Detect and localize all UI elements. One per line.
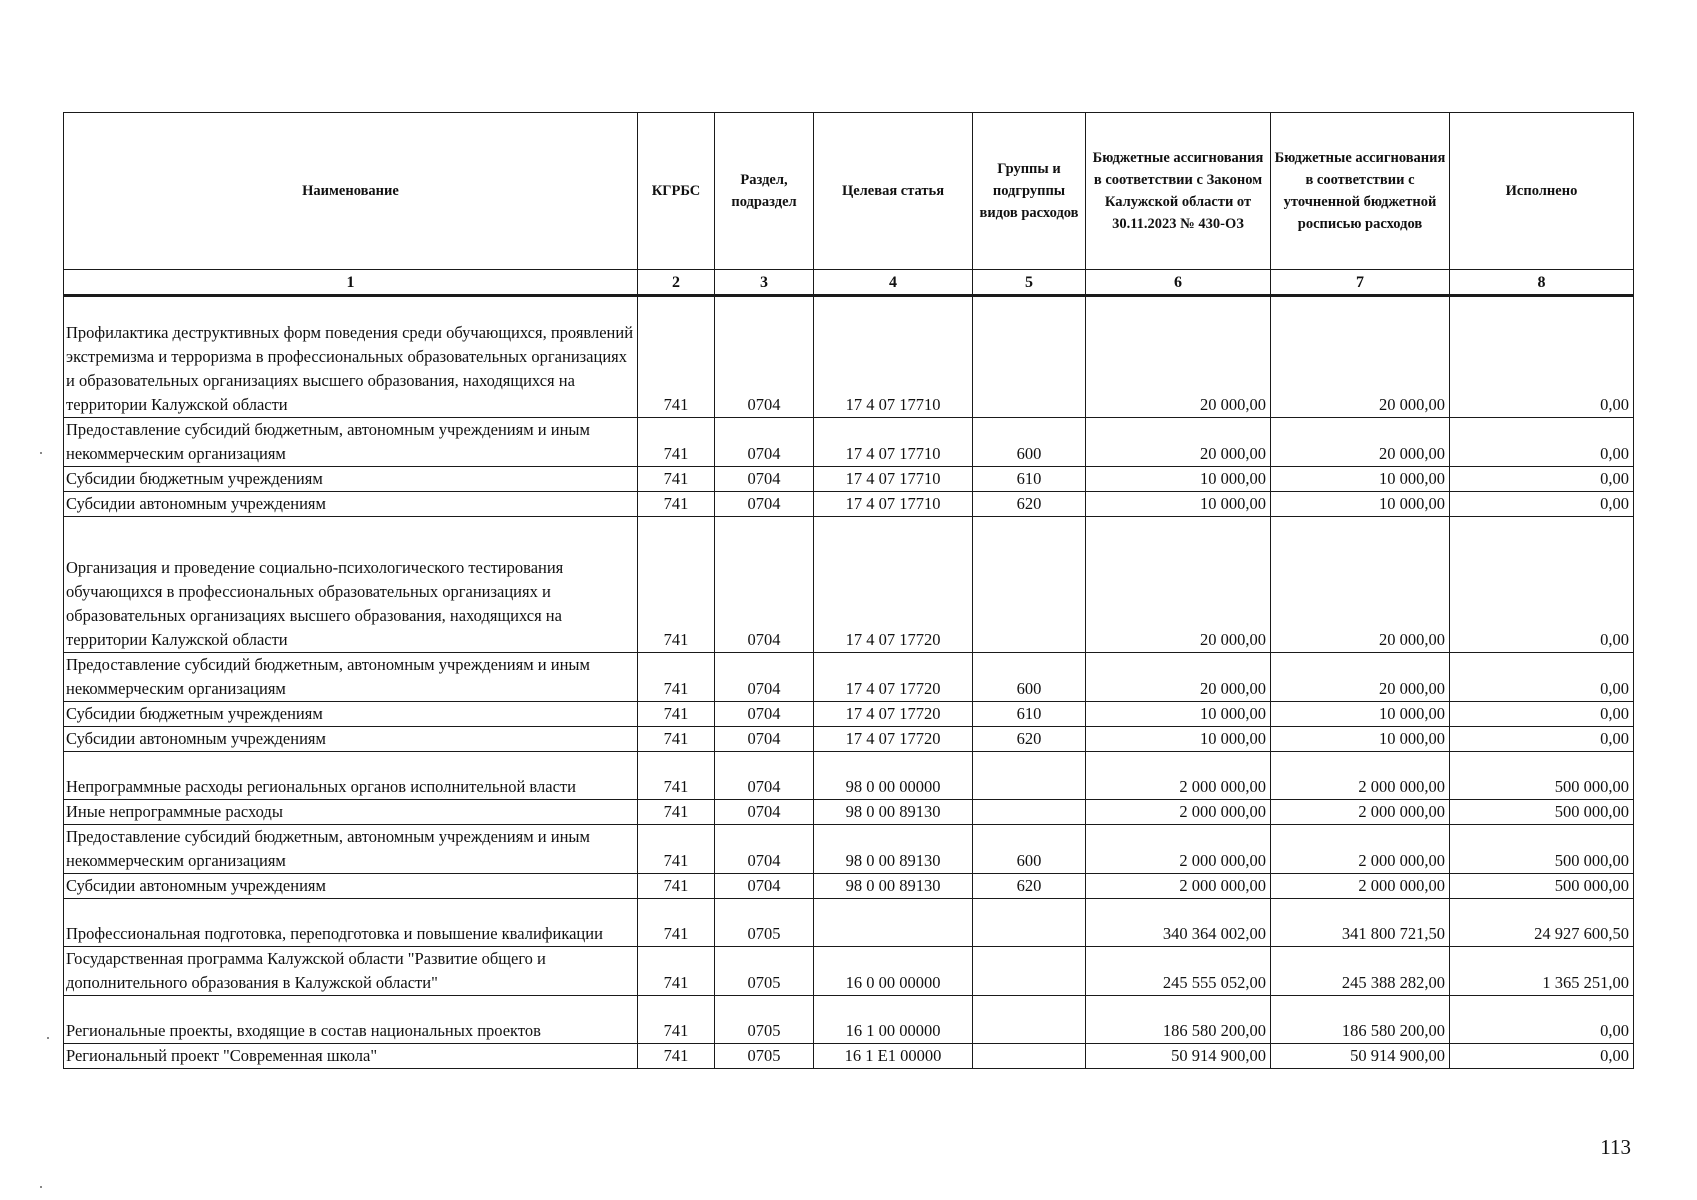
cell-expense-group <box>973 996 1086 1044</box>
cell-section: 0704 <box>715 467 814 492</box>
cell-section: 0704 <box>715 727 814 752</box>
cell-executed: 500 000,00 <box>1450 825 1634 874</box>
cell-section: 0704 <box>715 800 814 825</box>
cell-expense-group: 610 <box>973 702 1086 727</box>
cell-kgrbs: 741 <box>638 800 715 825</box>
cell-revised-allocation: 50 914 900,00 <box>1271 1044 1450 1069</box>
cell-expense-group <box>973 947 1086 996</box>
cell-executed: 500 000,00 <box>1450 874 1634 899</box>
cell-name: Иные непрограммные расходы <box>64 800 638 825</box>
cell-kgrbs: 741 <box>638 874 715 899</box>
cell-section: 0705 <box>715 947 814 996</box>
cell-executed: 0,00 <box>1450 996 1634 1044</box>
cell-law-allocation: 10 000,00 <box>1086 702 1271 727</box>
cell-target-item: 98 0 00 89130 <box>814 874 973 899</box>
table-row <box>64 800 1634 825</box>
cell-revised-allocation: 10 000,00 <box>1271 492 1450 517</box>
cell-target-item: 98 0 00 00000 <box>814 752 973 800</box>
cell-executed: 0,00 <box>1450 467 1634 492</box>
column-number: 8 <box>1450 270 1634 296</box>
cell-name: Непрограммные расходы региональных органов исполнительной власти <box>64 752 638 800</box>
cell-executed: 500 000,00 <box>1450 800 1634 825</box>
cell-section: 0704 <box>715 296 814 418</box>
table-row <box>64 702 1634 727</box>
header-law-allocations: Бюджетные ассигнования в соответствии с Законом Калужской области от 30.11.2023 № 430-ОЗ <box>1086 113 1271 270</box>
cell-revised-allocation: 20 000,00 <box>1271 653 1450 702</box>
cell-law-allocation: 245 555 052,00 <box>1086 947 1271 996</box>
cell-law-allocation: 2 000 000,00 <box>1086 874 1271 899</box>
header-executed: Исполнено <box>1450 113 1634 270</box>
cell-section: 0704 <box>715 653 814 702</box>
column-number: 1 <box>64 270 638 296</box>
table-row <box>64 874 1634 899</box>
cell-expense-group <box>973 517 1086 653</box>
cell-revised-allocation: 2 000 000,00 <box>1271 874 1450 899</box>
cell-kgrbs: 741 <box>638 996 715 1044</box>
cell-target-item: 17 4 07 17710 <box>814 296 973 418</box>
cell-kgrbs: 741 <box>638 492 715 517</box>
cell-section: 0704 <box>715 702 814 727</box>
cell-kgrbs: 741 <box>638 899 715 947</box>
cell-law-allocation: 20 000,00 <box>1086 296 1271 418</box>
table-row <box>64 825 1634 874</box>
header-section: Раздел, подраздел <box>715 113 814 270</box>
table-row <box>64 517 1634 653</box>
cell-executed: 0,00 <box>1450 653 1634 702</box>
cell-target-item: 17 4 07 17720 <box>814 702 973 727</box>
table-row <box>64 653 1634 702</box>
cell-kgrbs: 741 <box>638 653 715 702</box>
cell-executed: 1 365 251,00 <box>1450 947 1634 996</box>
table-row <box>64 1044 1634 1069</box>
column-number: 2 <box>638 270 715 296</box>
cell-name: Субсидии автономным учреждениям <box>64 727 638 752</box>
cell-executed: 0,00 <box>1450 296 1634 418</box>
cell-section: 0704 <box>715 874 814 899</box>
cell-kgrbs: 741 <box>638 947 715 996</box>
cell-revised-allocation: 10 000,00 <box>1271 727 1450 752</box>
cell-expense-group <box>973 752 1086 800</box>
cell-revised-allocation: 341 800 721,50 <box>1271 899 1450 947</box>
cell-executed: 0,00 <box>1450 517 1634 653</box>
cell-target-item: 17 4 07 17720 <box>814 653 973 702</box>
cell-revised-allocation: 245 388 282,00 <box>1271 947 1450 996</box>
cell-name: Профилактика деструктивных форм поведения среди обучающихся, проявлений экстремизма и терроризма в профессиональных образовательных организациях и образовательных организациях высшего образования, находящихся на территории Калужской области <box>64 296 638 418</box>
cell-law-allocation: 2 000 000,00 <box>1086 800 1271 825</box>
header-expense-group: Группы и подгруппы видов расходов <box>973 113 1086 270</box>
header-target-item: Целевая статья <box>814 113 973 270</box>
table-row <box>64 467 1634 492</box>
cell-law-allocation: 10 000,00 <box>1086 467 1271 492</box>
column-number: 7 <box>1271 270 1450 296</box>
cell-law-allocation: 2 000 000,00 <box>1086 825 1271 874</box>
cell-expense-group: 600 <box>973 418 1086 467</box>
cell-law-allocation: 186 580 200,00 <box>1086 996 1271 1044</box>
column-number: 4 <box>814 270 973 296</box>
cell-target-item: 17 4 07 17720 <box>814 727 973 752</box>
cell-name: Профессиональная подготовка, переподготовка и повышение квалификации <box>64 899 638 947</box>
cell-executed: 0,00 <box>1450 1044 1634 1069</box>
scan-dot <box>40 452 42 454</box>
cell-executed: 0,00 <box>1450 492 1634 517</box>
table-row <box>64 899 1634 947</box>
cell-target-item: 98 0 00 89130 <box>814 800 973 825</box>
cell-expense-group <box>973 899 1086 947</box>
cell-expense-group: 620 <box>973 874 1086 899</box>
cell-revised-allocation: 20 000,00 <box>1271 296 1450 418</box>
cell-revised-allocation: 10 000,00 <box>1271 702 1450 727</box>
cell-name: Государственная программа Калужской области "Развитие общего и дополнительного образования в Калужской области" <box>64 947 638 996</box>
cell-law-allocation: 10 000,00 <box>1086 727 1271 752</box>
cell-expense-group: 620 <box>973 727 1086 752</box>
cell-name: Организация и проведение социально-психологического тестирования обучающихся в профессиональных образовательных организациях и образовательных организациях высшего образования, находящихся на территории Калужской области <box>64 517 638 653</box>
page-number: 113 <box>1600 1135 1631 1159</box>
budget-table <box>63 112 1634 1069</box>
cell-section: 0704 <box>715 492 814 517</box>
cell-section: 0705 <box>715 899 814 947</box>
cell-name: Региональный проект "Современная школа" <box>64 1044 638 1069</box>
cell-target-item: 16 1 00 00000 <box>814 996 973 1044</box>
cell-name: Субсидии автономным учреждениям <box>64 492 638 517</box>
column-number-row <box>64 270 1634 296</box>
cell-section: 0704 <box>715 825 814 874</box>
cell-kgrbs: 741 <box>638 752 715 800</box>
table-row <box>64 727 1634 752</box>
cell-section: 0704 <box>715 418 814 467</box>
cell-law-allocation: 10 000,00 <box>1086 492 1271 517</box>
header-row <box>64 113 1634 270</box>
cell-kgrbs: 741 <box>638 702 715 727</box>
cell-kgrbs: 741 <box>638 727 715 752</box>
header-kgrbs: КГРБС <box>638 113 715 270</box>
cell-executed: 0,00 <box>1450 727 1634 752</box>
cell-revised-allocation: 20 000,00 <box>1271 418 1450 467</box>
cell-expense-group <box>973 1044 1086 1069</box>
cell-kgrbs: 741 <box>638 467 715 492</box>
cell-expense-group <box>973 800 1086 825</box>
cell-law-allocation: 20 000,00 <box>1086 418 1271 467</box>
cell-name: Субсидии бюджетным учреждениям <box>64 467 638 492</box>
cell-law-allocation: 2 000 000,00 <box>1086 752 1271 800</box>
cell-target-item: 16 0 00 00000 <box>814 947 973 996</box>
cell-name: Субсидии автономным учреждениям <box>64 874 638 899</box>
header-revised-allocations: Бюджетные ассигнования в соответствии с уточненной бюджетной росписью расходов <box>1271 113 1450 270</box>
cell-name: Предоставление субсидий бюджетным, автономным учреждениям и иным некоммерческим организациям <box>64 418 638 467</box>
cell-revised-allocation: 2 000 000,00 <box>1271 752 1450 800</box>
table-row <box>64 752 1634 800</box>
cell-target-item: 17 4 07 17720 <box>814 517 973 653</box>
column-number: 5 <box>973 270 1086 296</box>
cell-executed: 0,00 <box>1450 702 1634 727</box>
cell-law-allocation: 20 000,00 <box>1086 517 1271 653</box>
cell-target-item: 16 1 E1 00000 <box>814 1044 973 1069</box>
cell-expense-group <box>973 296 1086 418</box>
cell-kgrbs: 741 <box>638 296 715 418</box>
cell-name: Субсидии бюджетным учреждениям <box>64 702 638 727</box>
cell-executed: 500 000,00 <box>1450 752 1634 800</box>
cell-expense-group: 610 <box>973 467 1086 492</box>
cell-law-allocation: 340 364 002,00 <box>1086 899 1271 947</box>
cell-revised-allocation: 20 000,00 <box>1271 517 1450 653</box>
cell-section: 0705 <box>715 996 814 1044</box>
cell-section: 0705 <box>715 1044 814 1069</box>
column-number: 6 <box>1086 270 1271 296</box>
cell-section: 0704 <box>715 752 814 800</box>
cell-section: 0704 <box>715 517 814 653</box>
cell-law-allocation: 50 914 900,00 <box>1086 1044 1271 1069</box>
cell-revised-allocation: 2 000 000,00 <box>1271 800 1450 825</box>
cell-revised-allocation: 186 580 200,00 <box>1271 996 1450 1044</box>
cell-target-item: 98 0 00 89130 <box>814 825 973 874</box>
cell-target-item: 17 4 07 17710 <box>814 418 973 467</box>
cell-name: Предоставление субсидий бюджетным, автономным учреждениям и иным некоммерческим организациям <box>64 653 638 702</box>
cell-target-item: 17 4 07 17710 <box>814 492 973 517</box>
cell-name: Предоставление субсидий бюджетным, автономным учреждениям и иным некоммерческим организациям <box>64 825 638 874</box>
cell-name: Региональные проекты, входящие в состав национальных проектов <box>64 996 638 1044</box>
scan-dot <box>40 1186 42 1188</box>
table-row <box>64 418 1634 467</box>
cell-expense-group: 620 <box>973 492 1086 517</box>
cell-revised-allocation: 2 000 000,00 <box>1271 825 1450 874</box>
table-row <box>64 996 1634 1044</box>
cell-revised-allocation: 10 000,00 <box>1271 467 1450 492</box>
cell-kgrbs: 741 <box>638 825 715 874</box>
table-body <box>64 296 1634 1069</box>
cell-executed: 24 927 600,50 <box>1450 899 1634 947</box>
header-name: Наименование <box>64 113 638 270</box>
table-row <box>64 492 1634 517</box>
cell-kgrbs: 741 <box>638 1044 715 1069</box>
cell-expense-group: 600 <box>973 653 1086 702</box>
scan-dot <box>47 1037 49 1039</box>
cell-kgrbs: 741 <box>638 517 715 653</box>
cell-expense-group: 600 <box>973 825 1086 874</box>
cell-law-allocation: 20 000,00 <box>1086 653 1271 702</box>
cell-target-item <box>814 899 973 947</box>
column-number: 3 <box>715 270 814 296</box>
cell-executed: 0,00 <box>1450 418 1634 467</box>
cell-target-item: 17 4 07 17710 <box>814 467 973 492</box>
table-row <box>64 296 1634 418</box>
table-row <box>64 947 1634 996</box>
cell-kgrbs: 741 <box>638 418 715 467</box>
